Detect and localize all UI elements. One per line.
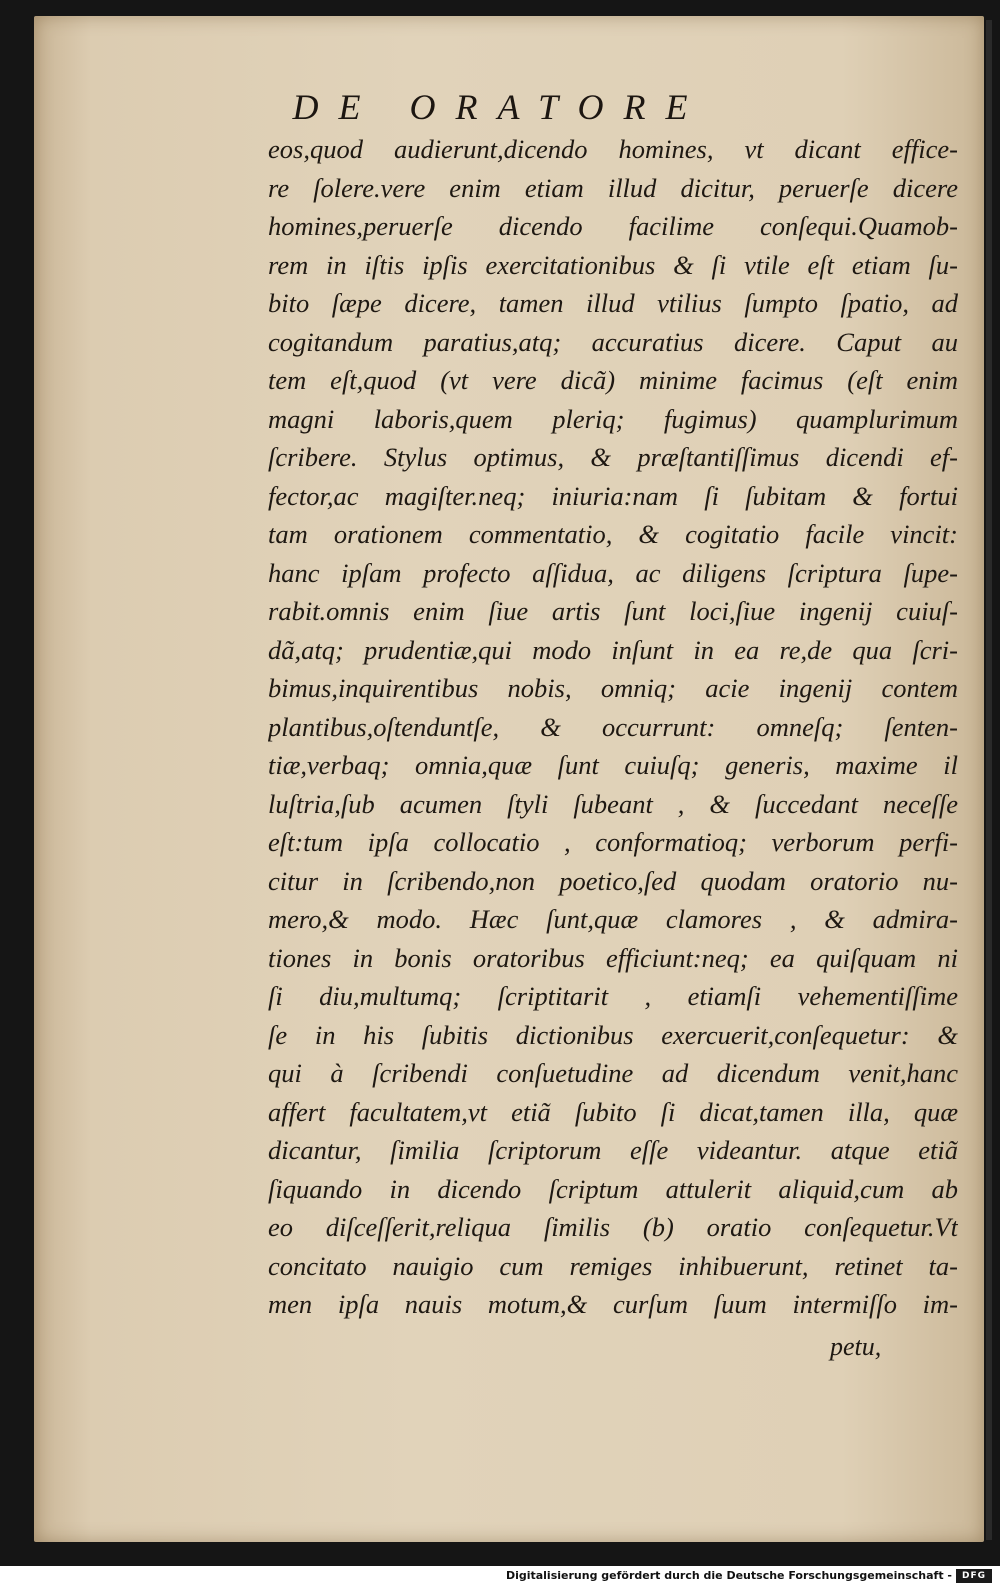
text-line: ſe in his ſubitis dictionibus exercuerit,conſequetur: & [268,1019,958,1050]
text-line: ſi diu,multumq; ſcriptitarit , etiamſi vehementiſſime [268,981,958,1011]
text-line: qui à ſcribendi conſuetudine ad dicendum venit,hanc [268,1058,958,1088]
text-line: citur in ſcribendo,non poetico,ſed quodam oratorio nu- [268,865,958,896]
text-line: homines,peruerſe dicendo facilime conſequi.Quamob- [268,211,958,241]
text-line: plantibus,oſtenduntſe, & occurrunt: omneſq; ſenten- [268,711,958,742]
text-line: rem in iſtis ipſis exercitationibus & ſi vtile eſt etiam ſu- [268,249,958,280]
text-line: ſcribere. Stylus optimus, & præſtantiſſimus dicendi ef- [268,442,958,472]
dfg-logo: DFG [956,1569,992,1583]
text-line: tiæ,verbaq; omnia,quæ ſunt cuiuſq; generis, maxime il [268,750,958,780]
funding-credit: Digitalisierung gefördert durch die Deutsche Forschungsgemeinschaft - [505,1569,952,1582]
text-line: luſtria,ſub acumen ſtyli ſubeant , & ſuccedant neceſſe [268,788,958,819]
text-line: tiones in bonis oratoribus efficiunt:neq; ea quiſquam ni [268,942,958,973]
running-head: DE ORATORE [292,87,708,127]
page-edge [986,20,992,1540]
text-line: magni laboris,quem pleriq; fugimus) quamplurimum [268,403,958,434]
catchword: petu, [830,1332,882,1361]
text-line: concitato nauigio cum remiges inhibuerunt, retinet ta- [268,1250,958,1281]
text-line: hanc ipſam profecto aſſidua, ac diligens ſcriptura ſupe- [268,557,958,588]
body-text [268,130,958,1324]
text-line: men ipſa nauis motum,& curſum ſuum intermiſſo im- [268,1289,958,1319]
text-line: cogitandum paratius,atq; accuratius dicere. Caput au [268,326,958,357]
text-line: eos,quod audierunt,dicendo homines, vt dicant effice- [268,134,958,164]
text-line: eſt:tum ipſa collocatio , conformatioq; verborum perfi- [268,827,958,857]
text-line: tam orationem commentatio, & cogitatio facile vincit: [268,519,958,549]
text-line: tem eſt,quod (vt vere dicã) minime facimus (eſt enim [268,365,958,395]
text-line: affert facultatem,vt etiã ſubito ſi dicat,tamen illa, quæ [268,1096,958,1127]
text-line: fector,ac magiſter.neq; iniuria:nam ſi ſubitam & fortui [268,480,958,511]
text-line: bimus,inquirentibus nobis, omniq; acie ingenij contem [268,673,958,703]
text-line: bito ſæpe dicere, tamen illud vtilius ſumpto ſpatio, ad [268,288,958,318]
footer-bar [0,1566,1000,1586]
text-line: dicantur, ſimilia ſcriptorum eſſe videantur. atque etiã [268,1135,958,1165]
text-line: rabit.omnis enim ſiue artis ſunt loci,ſiue ingenij cuiuſ- [268,596,958,626]
text-line: re ſolere.vere enim etiam illud dicitur, peruerſe dicere [268,172,958,203]
text-line: dã,atq; prudentiæ,qui modo inſunt in ea re,de qua ſcri- [268,634,958,665]
text-line: eo diſceſſerit,reliqua ſimilis (b) oratio conſequetur.Vt [268,1212,958,1242]
text-line: mero,& modo. Hæc ſunt,quæ clamores , & admira- [268,904,958,934]
text-line: ſiquando in dicendo ſcriptum attulerit aliquid,cum ab [268,1173,958,1204]
